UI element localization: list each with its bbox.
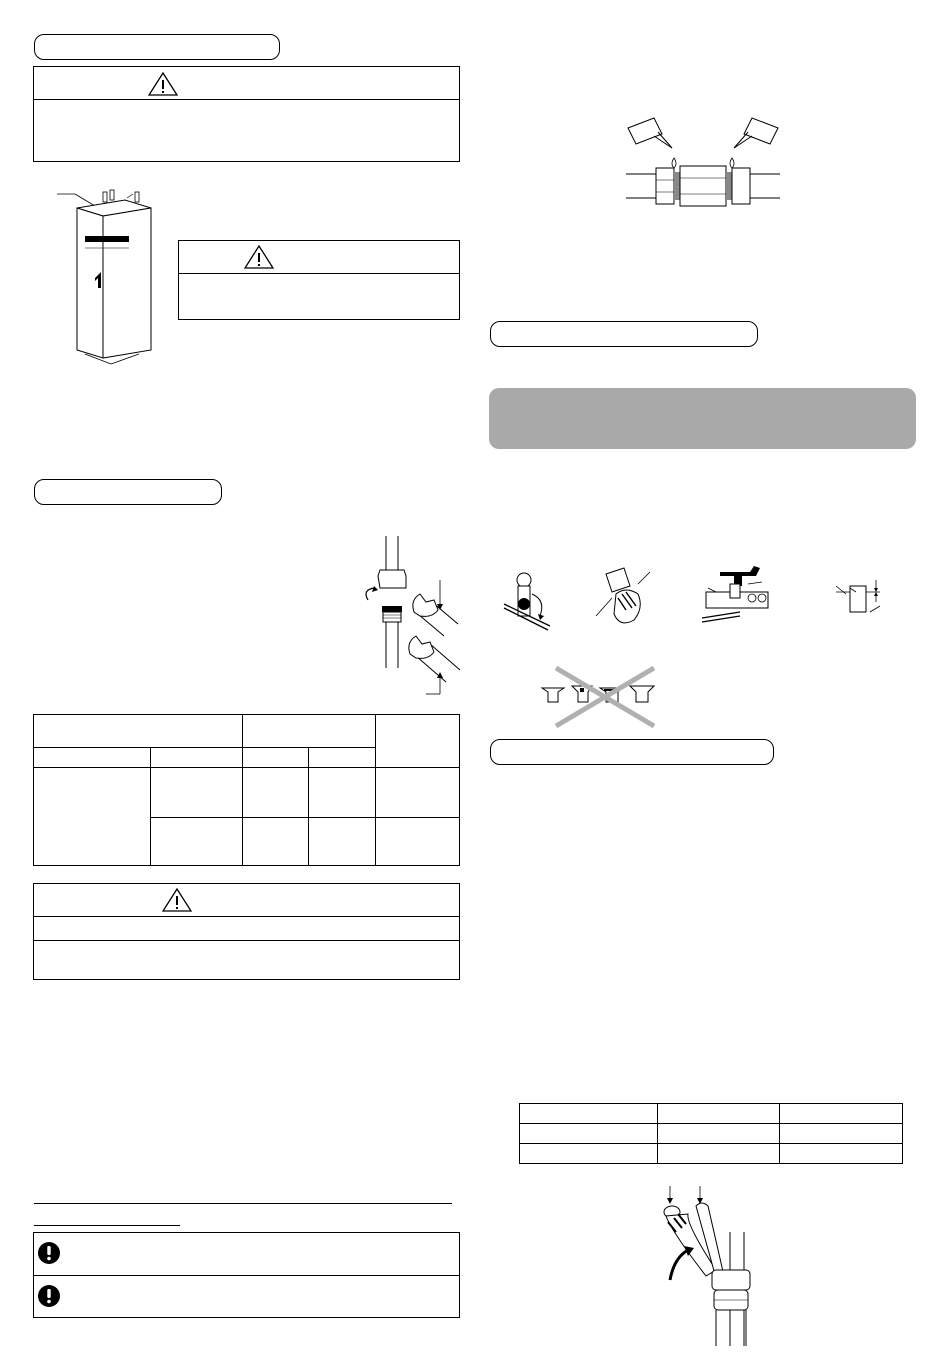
warning-box-3	[33, 883, 460, 980]
warning-triangle-icon	[148, 72, 178, 96]
wrench-tightening-figure	[640, 1186, 760, 1346]
flaring-tool-figure	[700, 560, 780, 630]
torque-table-col-line	[242, 714, 243, 866]
torque-table-col-line	[150, 747, 151, 866]
warning-triangle-icon	[244, 245, 274, 269]
flare-dimension-figure	[832, 572, 892, 622]
warning-box-1	[33, 66, 460, 162]
underlined-heading-line	[34, 1203, 452, 1204]
section-heading-pill-4	[490, 739, 774, 765]
section-heading-pill-3	[490, 321, 758, 347]
warning-box-2-divider	[178, 273, 460, 274]
torque-table-row-line	[33, 747, 375, 748]
indoor-unit-figure	[55, 178, 165, 368]
exclamation-circle-icon	[37, 1241, 61, 1265]
pipe-cutter-figure	[500, 564, 560, 634]
grey-banner	[489, 388, 916, 449]
exclamation-circle-icon	[37, 1284, 61, 1308]
leak-check-figure	[618, 110, 788, 220]
mandatory-box-divider	[33, 1275, 460, 1276]
underlined-heading-line	[34, 1225, 180, 1226]
flare-size-table-col-line	[779, 1103, 780, 1164]
flare-size-table	[519, 1103, 903, 1164]
torque-table-row-line	[150, 817, 460, 818]
warning-box-1-divider	[33, 99, 460, 100]
torque-table-col-line	[375, 714, 376, 866]
torque-table-row-line	[33, 767, 460, 768]
warning-triangle-icon	[162, 888, 192, 912]
flare-size-table-col-line	[657, 1103, 658, 1164]
torque-table-col-line	[308, 747, 309, 866]
warning-box-2	[178, 240, 460, 320]
reamer-figure	[592, 564, 662, 634]
flare-size-table-row-line	[519, 1123, 903, 1124]
section-heading-pill-2	[34, 479, 222, 505]
flare-nut-tightening-figure	[356, 536, 466, 696]
warning-box-3-divider	[33, 940, 460, 941]
torque-table	[33, 714, 460, 866]
bad-flare-examples-figure	[536, 664, 666, 730]
section-heading-pill-1	[34, 34, 280, 60]
warning-box-3-divider	[33, 916, 460, 917]
flare-size-table-row-line	[519, 1143, 903, 1144]
